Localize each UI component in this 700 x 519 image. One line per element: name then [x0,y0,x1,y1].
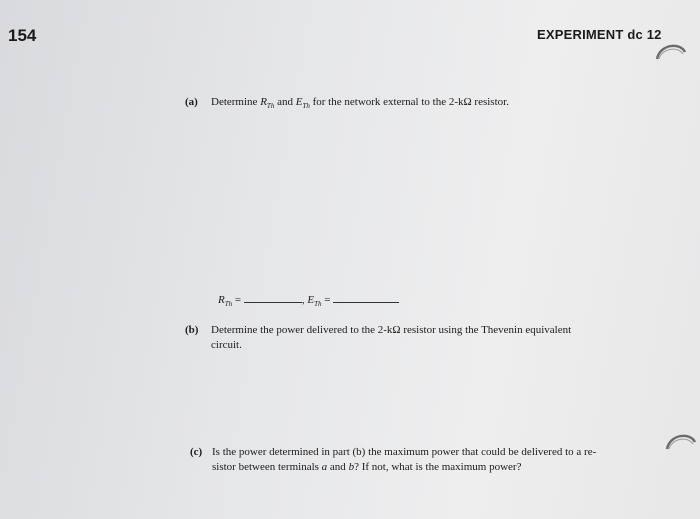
answer-line: $R_{Th}$ = , $E_{Th}$ = [218,292,399,308]
question-b [185,323,655,353]
experiment-header: EXPERIMENT dc 12 [537,27,662,42]
question-b-line2: circuit. [211,339,242,351]
question-a-text: Determine $R_{Th}$ and $E_{Th}$ for the network external to the 2-kΩ resistor. [211,96,509,111]
question-a [185,95,509,114]
eth-answer-blank[interactable] [333,292,399,303]
question-c-label: (c) [190,446,203,458]
rth-symbol: R [218,294,225,306]
question-c [190,445,660,475]
eth-symbol: E [307,294,315,306]
question-a-label: (a) [185,96,198,108]
question-b-line1: Determine the power delivered to the 2-kΩ resistor using the Thevenin equivalent [211,324,572,336]
rth-answer-blank[interactable] [244,292,302,303]
binder-ring-icon [654,40,688,62]
question-c-line2: sistor between terminals a and b? If not, what is the maximum power? [212,461,522,473]
page-number: 154 [8,26,37,45]
question-c-line1: Is the power determined in part (b) the maximum power that could be delivered to a re- [212,446,597,458]
binder-ring-icon [664,430,698,452]
question-b-label: (b) [185,324,199,336]
